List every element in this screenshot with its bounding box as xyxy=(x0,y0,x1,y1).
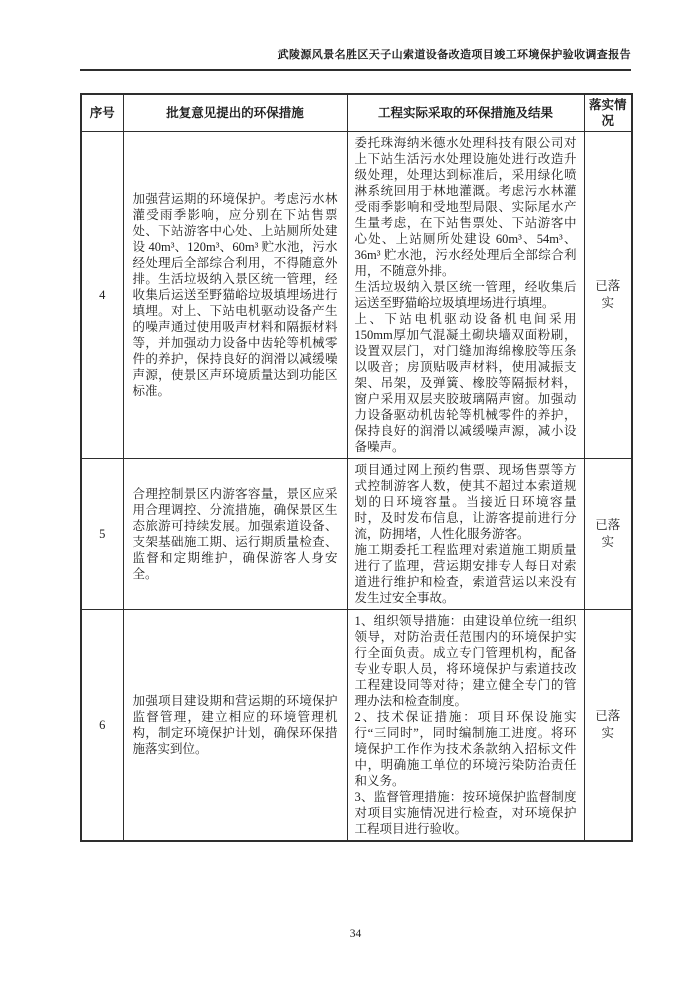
approval-measure-text: 加强项目建设期和营运期的环境保护监督管理，建立相应的环境管理机构，制定环境保护计划，确保环保措施落实到位。 xyxy=(132,694,338,756)
approval-measure-cell xyxy=(123,459,347,610)
column-header-measure: 批复意见提出的环保措施 xyxy=(123,94,347,132)
actual-result-cell xyxy=(347,132,584,459)
result-paragraph: 1、组织领导措施：由建设单位统一组织领导，对防治责任范围内的环境保护实行全面负责。成立专门管理机构，配备专业专职人员，将环境保护与索道技改工程建设同等对待；建立健全专门的管理办法和检查制度。 xyxy=(354,614,577,708)
actual-result-cell xyxy=(347,459,584,610)
table-row xyxy=(81,132,632,459)
table-row xyxy=(81,610,632,842)
column-header-seq: 序号 xyxy=(81,94,123,132)
page-number: 34 xyxy=(349,928,362,940)
document-header xyxy=(80,46,631,71)
result-paragraph: 2、技术保证措施：项目环保设施实行“三同时”，同时编制施工进度。将环境保护工作作为技术条款纳入招标文件中，明确施工单位的环境污染防治责任和义务。 xyxy=(354,710,577,788)
actual-result-cell xyxy=(347,610,584,842)
table-header-row xyxy=(81,94,632,132)
result-paragraph: 项目通过网上预约售票、现场售票等方式控制游客人数，使其不超过本索道规划的日环境容量。当接近日环境容量时，及时发布信息，让游客提前进行分流，防拥堵，人性化服务游客。 xyxy=(354,463,577,541)
approval-measure-text: 加强营运期的环境保护。考虑污水林灌受雨季影响，应分别在下站售票处、下站游客中心处、上站厕所处建设 40m³、120m³、60m³ 贮水池，污水经处理后全部综合利用，不得随意外排。生活垃圾纳入景区统一管理，经收集后运送至野猫峪垃圾填埋场进行填埋。对上、下站电机驱动设备产生的噪声通过使用吸声材料和隔振材料等，并加强动力设备中齿轮等机械零件的养护，保持良好的润滑以减缓噪声源，使景区声环境质量达到功能区标准。 xyxy=(132,192,338,398)
result-paragraph: 3、监督管理措施：按环境保护监督制度对项目实施情况进行检查，对环境保护工程项目进行验收。 xyxy=(354,790,577,836)
approval-measure-text: 合理控制景区内游客容量，景区应采用合理调控、分流措施，确保景区生态旅游可持续发展。加强索道设备、支架基础施工期、运行期质量检查、监督和定期维护，确保游客人身安全。 xyxy=(132,487,338,581)
status-cell: 已落实 xyxy=(584,132,632,459)
status-cell: 已落实 xyxy=(584,459,632,610)
result-paragraph: 委托珠海纳米德水处理科技有限公司对上下站生活污水处理设施处进行改造升级处理，处理达到标准后，采用绿化喷淋系统回用于林地灌溉。考虑污水林灌受雨季影响和受地型局限、实际尾水产生量考虑，在下站售票处、下站游客中心处、上站厕所处建设 60m³、54m³、36m³ 贮水池，污水经处理后全部综合利用，不随意外排。 xyxy=(354,136,577,278)
epa-measures-table xyxy=(80,93,633,842)
column-header-status: 落实情况 xyxy=(584,94,632,132)
row-number: 4 xyxy=(81,132,123,459)
row-number: 5 xyxy=(81,459,123,610)
approval-measure-cell xyxy=(123,610,347,842)
status-cell: 已落实 xyxy=(584,610,632,842)
result-paragraph: 施工期委托工程监理对索道施工期质量进行了监理，营运期安排专人每日对索道进行维护和检查，索道营运以来没有发生过安全事故。 xyxy=(354,543,577,605)
document-header-title: 武陵源风景名胜区天子山索道设备改造项目竣工环境保护验收调查报告 xyxy=(277,49,631,61)
column-header-result: 工程实际采取的环保措施及结果 xyxy=(347,94,584,132)
table-row xyxy=(81,459,632,610)
result-paragraph: 生活垃圾纳入景区统一管理，经收集后运送至野猫峪垃圾填埋场进行填埋。 xyxy=(354,280,577,310)
approval-measure-cell xyxy=(123,132,347,459)
result-paragraph: 上、下站电机驱动设备机电间采用 150mm厚加气混凝土砌块墙双面粉刷，设置双层门，对门缝加海绵橡胶等压条以吸音；房顶贴吸声材料，使用减振支架、吊架，及弹簧、橡胶等隔振材料，窗户采用双层夹胶玻璃隔声窗。加强动力设备驱动机齿轮等机械零件的养护，保持良好的润滑以减缓噪声源，减小设备噪声。 xyxy=(354,312,577,454)
row-number: 6 xyxy=(81,610,123,842)
